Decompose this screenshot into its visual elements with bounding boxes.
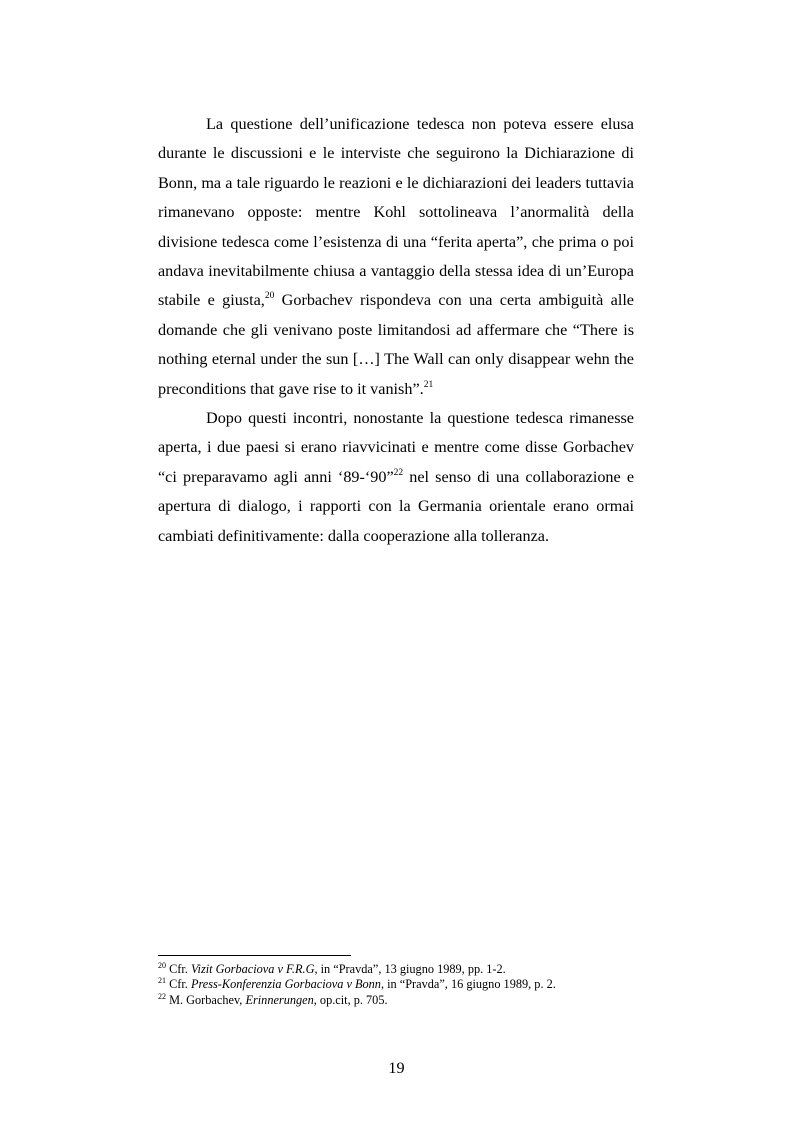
body-text [158,110,634,551]
footnote-reference-21: 21 [423,379,434,390]
footnote-21 [158,977,634,992]
footnotes [158,962,634,1008]
paragraph-1 [158,110,634,404]
paragraph-text: Dopo questi incontri, nonostante la questione tedesca rimanesse aperta, i due paesi si erano riavvicinati e mentre come disse Gorbachev “ci preparavamo agli anni ‘89-‘90” [158,409,634,486]
footnote-reference-22: 22 [393,467,404,478]
footnote-number: 21 [158,976,166,986]
footnote-text: M. Gorbachev, [166,992,246,1007]
footnote-title: Erinnerungen [245,992,314,1007]
footnote-reference-20: 20 [264,291,275,302]
footnote-text: , in “Pravda”, 16 giugno 1989, p. 2. [380,977,556,992]
paragraph-text: La questione dell’unificazione tedesca non poteva essere elusa durante le discussioni e le interviste che seguirono la Dichiarazione di Bonn, ma a tale riguardo le reazioni e le dichiarazioni dei leaders tuttavia rimanevano opposte: mentre Kohl sottolineava l’anormalità della divisione tedesca come l’esistenza di una “ferita aperta”, che prima o poi andava inevitabilmente chiusa a vantaggio della stessa idea di un’Europa stabile e giusta, [158,115,634,310]
footnote-number: 20 [158,961,166,970]
paragraph-text: nel senso di una collaborazione e apertura di dialogo, i rapporti con la Germania orientale erano ormai cambiati definitivamente: dalla cooperazione alla tolleranza. [158,467,634,545]
page-number: 19 [388,1059,405,1077]
footnote-text: Cfr. [166,962,191,976]
footnote-text: , in “Pravda”, 13 giugno 1989, pp. 1-2. [314,962,506,976]
footnote-separator [158,955,351,956]
footnote-text: , op.cit, p. 705. [313,992,388,1007]
footnote-22 [158,993,634,1008]
footnote-text: Cfr. [166,977,191,992]
footnote-title: Press-Konferenzia Gorbaciova v Bonn [190,977,381,992]
footnote-number: 22 [158,991,166,1001]
footnote-20 [158,962,634,977]
footnote-title: Vizit Gorbaciova v F.R.G [190,962,315,976]
paragraph-text: Gorbachev rispondeva con una certa ambiguità alle domande che gli venivano poste limitandosi ad affermare che “There is nothing eternal under the sun […] The Wall can only disappear wehn the preconditions that gave rise to it vanish”. [158,291,634,398]
paragraph-2 [158,404,634,551]
